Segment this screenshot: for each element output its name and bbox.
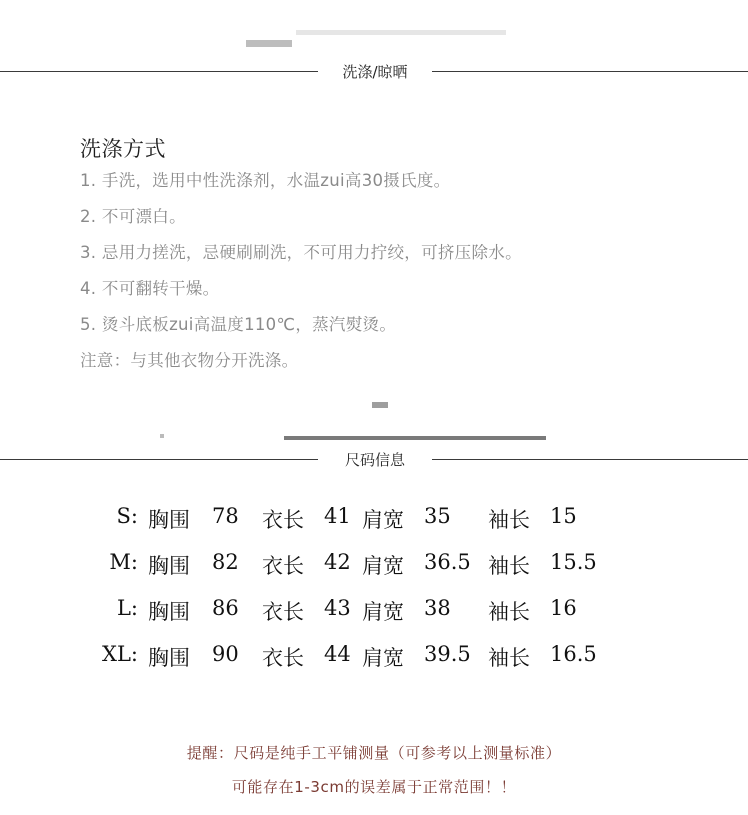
length-label: 衣长 xyxy=(262,600,304,624)
sleeve-value: 16.5 xyxy=(550,642,597,666)
washing-instruction: 3. 忌用力搓洗，忌硬刷刷洗，不可用力拧绞，可挤压除水。 xyxy=(80,243,522,262)
chest-value: 82 xyxy=(212,550,239,574)
size-section-header xyxy=(0,445,748,475)
size-row xyxy=(0,550,748,580)
chest-value: 86 xyxy=(212,596,239,620)
cropped-text-fragment xyxy=(296,30,506,35)
shoulder-label: 肩宽 xyxy=(362,646,404,670)
chest-label: 胸围 xyxy=(148,554,190,578)
size-code: M: xyxy=(109,550,138,574)
length-value: 42 xyxy=(324,550,351,574)
sleeve-label: 袖长 xyxy=(488,508,530,532)
wash-section-header xyxy=(0,57,748,87)
cropped-text-fragment xyxy=(160,434,164,438)
sleeve-label: 袖长 xyxy=(488,646,530,670)
shoulder-label: 肩宽 xyxy=(362,600,404,624)
length-value: 41 xyxy=(324,504,351,528)
chest-value: 90 xyxy=(212,642,239,666)
size-code: XL: xyxy=(102,642,138,666)
length-label: 衣长 xyxy=(262,554,304,578)
shoulder-value: 39.5 xyxy=(424,642,471,666)
chest-label: 胸围 xyxy=(148,646,190,670)
sleeve-label: 袖长 xyxy=(488,554,530,578)
wash-section-title: 洗涤/晾晒 xyxy=(342,63,408,81)
shoulder-label: 肩宽 xyxy=(362,508,404,532)
measurement-reminder: 提醒：尺码是纯手工平铺测量（可参考以上测量标准） xyxy=(186,744,562,762)
length-value: 43 xyxy=(324,596,351,620)
length-label: 衣长 xyxy=(262,508,304,532)
divider-line xyxy=(0,459,318,460)
length-label: 衣长 xyxy=(262,646,304,670)
size-code: L: xyxy=(116,596,138,620)
shoulder-value: 36.5 xyxy=(424,550,471,574)
washing-note: 注意：与其他衣物分开洗涤。 xyxy=(80,351,299,370)
chest-label: 胸围 xyxy=(148,508,190,532)
divider-line xyxy=(432,459,748,460)
divider-line xyxy=(0,71,318,72)
washing-instruction: 1. 手洗，选用中性洗涤剂，水温zui高30摄氏度。 xyxy=(80,171,451,190)
size-row xyxy=(0,642,748,672)
sleeve-value: 15.5 xyxy=(550,550,597,574)
sleeve-value: 15 xyxy=(550,504,577,528)
cropped-text-fragment xyxy=(372,402,388,408)
washing-instruction: 4. 不可翻转干燥。 xyxy=(80,279,220,298)
chest-label: 胸围 xyxy=(148,600,190,624)
chest-value: 78 xyxy=(212,504,239,528)
length-value: 44 xyxy=(324,642,351,666)
size-row xyxy=(0,504,748,534)
washing-instruction: 2. 不可漂白。 xyxy=(80,207,186,226)
sleeve-value: 16 xyxy=(550,596,577,620)
cropped-text-fragment xyxy=(246,40,292,47)
tolerance-note: 可能存在1-3cm的误差属于正常范围！！ xyxy=(231,778,517,796)
washing-instructions-list xyxy=(80,170,522,386)
shoulder-value: 38 xyxy=(424,596,451,620)
divider-line xyxy=(432,71,748,72)
washing-instruction: 5. 烫斗底板zui高温度110℃，蒸汽熨烫。 xyxy=(80,315,397,334)
shoulder-label: 肩宽 xyxy=(362,554,404,578)
size-section-title: 尺码信息 xyxy=(344,451,405,469)
shoulder-value: 35 xyxy=(424,504,451,528)
size-row xyxy=(0,596,748,626)
washing-method-title: 洗涤方式 xyxy=(80,137,166,161)
size-code: S: xyxy=(116,504,138,528)
sleeve-label: 袖长 xyxy=(488,600,530,624)
cropped-text-fragment xyxy=(284,436,546,440)
